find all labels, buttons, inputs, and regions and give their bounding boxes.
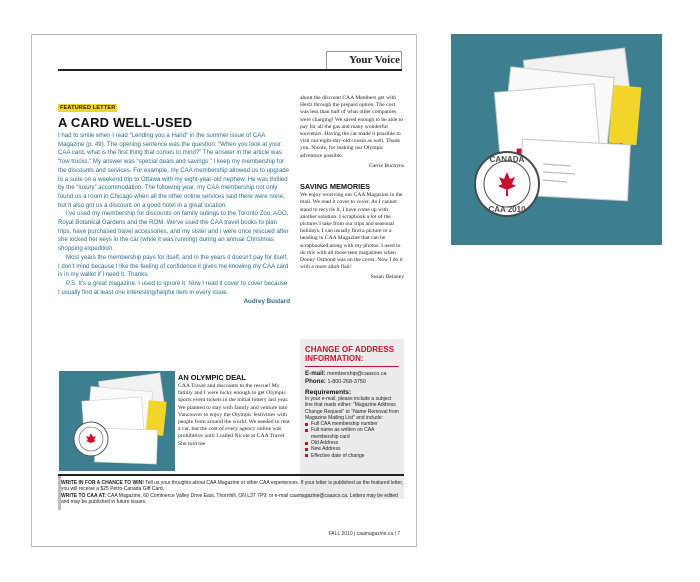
featured-signature: Audrey Bustard <box>243 298 290 306</box>
coa-title: CHANGE OF ADDRESS INFORMATION: <box>305 345 395 363</box>
coa-rule <box>305 366 399 367</box>
envelopes-art <box>451 34 662 245</box>
coa-requirements-label: Requirements: <box>305 389 352 396</box>
coa-requirements-text: In your e-mail, please include a subject line that reads either: “Magazine Address Change Request” or “Name Removal from Magazine Mailing List” and include: <box>305 396 399 421</box>
coa-email: membership@caasco.ca <box>327 371 387 377</box>
olympic-headline: AN OLYMPIC DEAL <box>178 373 246 382</box>
featured-tag: FEATURED LETTER <box>60 105 116 111</box>
envelopes-illustration-small <box>59 371 175 471</box>
saving-signature: Susan Delaney <box>370 274 404 281</box>
magazine-page <box>31 34 417 547</box>
list-item: Full CAA membership number <box>305 421 399 427</box>
featured-body <box>58 132 290 297</box>
olympic-letter <box>178 373 292 448</box>
saving-body: We enjoy receiving our CAA Magazine in the mail. We read it cover to cover. As I cannot stand to recycle it, I have come up with another solution. I scrapbook a lot of the pictures I take from our trips and seasonal holidays. I can usually find a picture or a heading in CAA Magazine that can be scrapbooked along with my photos. I used to do this with all those teen magazines when Donny Osmond was on the cover. Now I do it with a more adult flair! <box>300 192 403 271</box>
section-rule <box>58 69 402 71</box>
featured-paragraph: I had to smile when I read “Lending you a Hand” in the summer issue of CAA Magazine (p. 49). The opening sentence was the question: “When you look at your CAA card, what is the first thing that comes to mind?” The answer in the article was “tow trucks.” My answer was “special deals and savings.” I keep my membership for the discounts and services. For example, my CAA membership allowed us to upgrade to a suite on a weekend trip to Ottawa with my eight-year-old nephew. He was thrilled by the “luxury” accommodation. The following year, my CAA membership not only found us a room in Chicago when all the other online services said there were none, but it also got us a discount on a good hotel in a great location. <box>58 132 289 209</box>
featured-headline: A CARD WELL-USED <box>58 115 193 130</box>
write-to-label: WRITE TO CAA AT: <box>61 492 106 499</box>
coa-email-label: E-mail: <box>305 370 326 377</box>
coa-phone-label: Phone: <box>305 378 326 385</box>
featured-letter <box>58 94 290 305</box>
write-in-label: WRITE IN FOR A CHANCE TO WIN! <box>61 480 144 486</box>
olympic-signature: Carrie Buchyns <box>369 162 404 169</box>
list-item: New Address <box>305 446 399 452</box>
stamp-text: CANADA <box>489 155 525 164</box>
list-item: Effective date of change <box>305 453 399 459</box>
featured-paragraph: I’ve used my membership for discounts on family outings to the Toronto Zoo, AGO, Royal Botanical Gardens and the ROM. We’ve used the CAA travel books to plan trips, have purchased travel accessories, and my sister and I were once rescued after she locked her keys in the car (while it was running) during an annual Christmas shopping expedition. <box>58 210 289 253</box>
envelopes-illustration <box>451 34 662 245</box>
olympic-continued: about the discount CAA Members get with Hertz through the prepaid option. The cost was less than half of what other companies were charging! We saved enough to be able to pay for all the gas and many wonderful souvenirs. Having the car made it possible to visit our eight-day-old cousin as well. Thank you, Nicole, for making our Olympic adventure possible. <box>300 95 404 159</box>
coa-email-line <box>305 370 399 378</box>
write-in-line-2 <box>61 493 404 506</box>
list-item: Old Address <box>305 440 399 446</box>
write-to-text: CAA Magazine, 60 Commerce Valley Drive East, Thornhill, ON L3T 7P9; or e-mail caamagazine@caasco.ca. Letters may be edited and may be published in future issues. <box>61 492 398 506</box>
right-column <box>300 95 404 282</box>
coa-phone-line <box>305 378 399 386</box>
write-in-box <box>58 474 404 506</box>
olympic-body: CAA Travel and discounts to the rescue! My family and I were lucky enough to get Olympic sports event tickets in the initial lottery last year. We planned to stay with family and venture into Vancouver to enjoy the Olympic festivities with people from around the world. We needed to rent a car, but the cost of every agency online was prohibitive until I called Nicole at CAA Travel. She told me <box>178 383 290 447</box>
page-footer: FALL 2010 | caamagazine.ca | 7 <box>328 531 400 537</box>
section-title: Your Voice <box>349 54 400 66</box>
stamp-text: CAA 2010 <box>488 205 526 214</box>
featured-paragraph: P.S. It’s a great magazine. I used to ignore it. Now I read it cover to cover because I usually find at least one interesting/helpful item in every issue. <box>58 279 288 296</box>
write-in-line-1 <box>61 480 404 493</box>
list-item: Full name as written on CAA membership card <box>305 427 399 440</box>
saving-headline: SAVING MEMORIES <box>300 182 371 192</box>
olympic-illustration <box>59 371 175 471</box>
write-in-text: Tell us your thoughts about CAA Magazine or other CAA experiences. If your letter is published as the featured letter, you will receive a $25 Petro-Canada Gift Card. <box>61 480 404 493</box>
coa-phone: 1-800-268-3750 <box>327 379 366 385</box>
coa-list <box>305 421 399 459</box>
featured-paragraph: Most years the membership pays for itself, and in the years it doesn’t pay for itself, I don’t mind because I like the feeling of confidence it gives me knowing my CAA card is in my wallet if I need it. Thanks. <box>58 253 289 279</box>
